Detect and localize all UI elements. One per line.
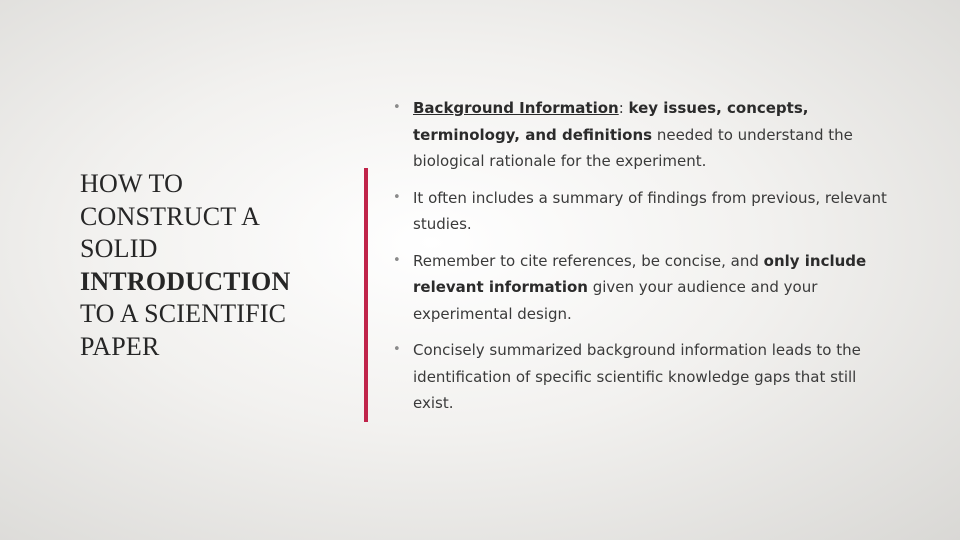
slide-title [80,168,340,363]
bullet-item [393,248,893,328]
title-line: CONSTRUCT A [80,201,261,231]
bullet-list [393,95,893,427]
bullet-dot-icon: • [393,100,401,115]
bullet-text: It often includes a summary of findings from previous, relevant studies. [413,188,887,233]
bullet-text: Remember to cite references, be concise, and [413,251,764,270]
bullet-dot-icon: • [393,252,401,268]
title-line-emphasis: INTRODUCTION [80,266,291,296]
title-line: HOW TO [80,169,184,198]
title-line: TO A SCIENTIFIC [80,299,287,328]
bullet-text: Concisely summarized background information leads to the identification of specific scientific knowledge gaps that still exist. [413,341,861,412]
bullet-item [393,337,893,417]
bullet-text-bold: only include relevant information [413,251,867,296]
bullet-text-bold: key issues, concepts, terminology, and definitions [413,99,809,144]
bullet-text: needed to understand the biological rationale for the experiment. [413,125,853,170]
bullet-text-bold-underline: Background Information [413,99,619,117]
bullet-dot-icon: • [393,189,401,205]
accent-divider [364,168,368,422]
title-line: SOLID [80,234,158,263]
bullet-text: : [618,99,629,117]
title-line: PAPER [80,331,160,361]
bullet-item [393,185,893,238]
bullet-item [393,95,893,175]
bullet-dot-icon: • [393,342,401,357]
bullet-text: given your audience and your experimental design. [413,278,818,323]
